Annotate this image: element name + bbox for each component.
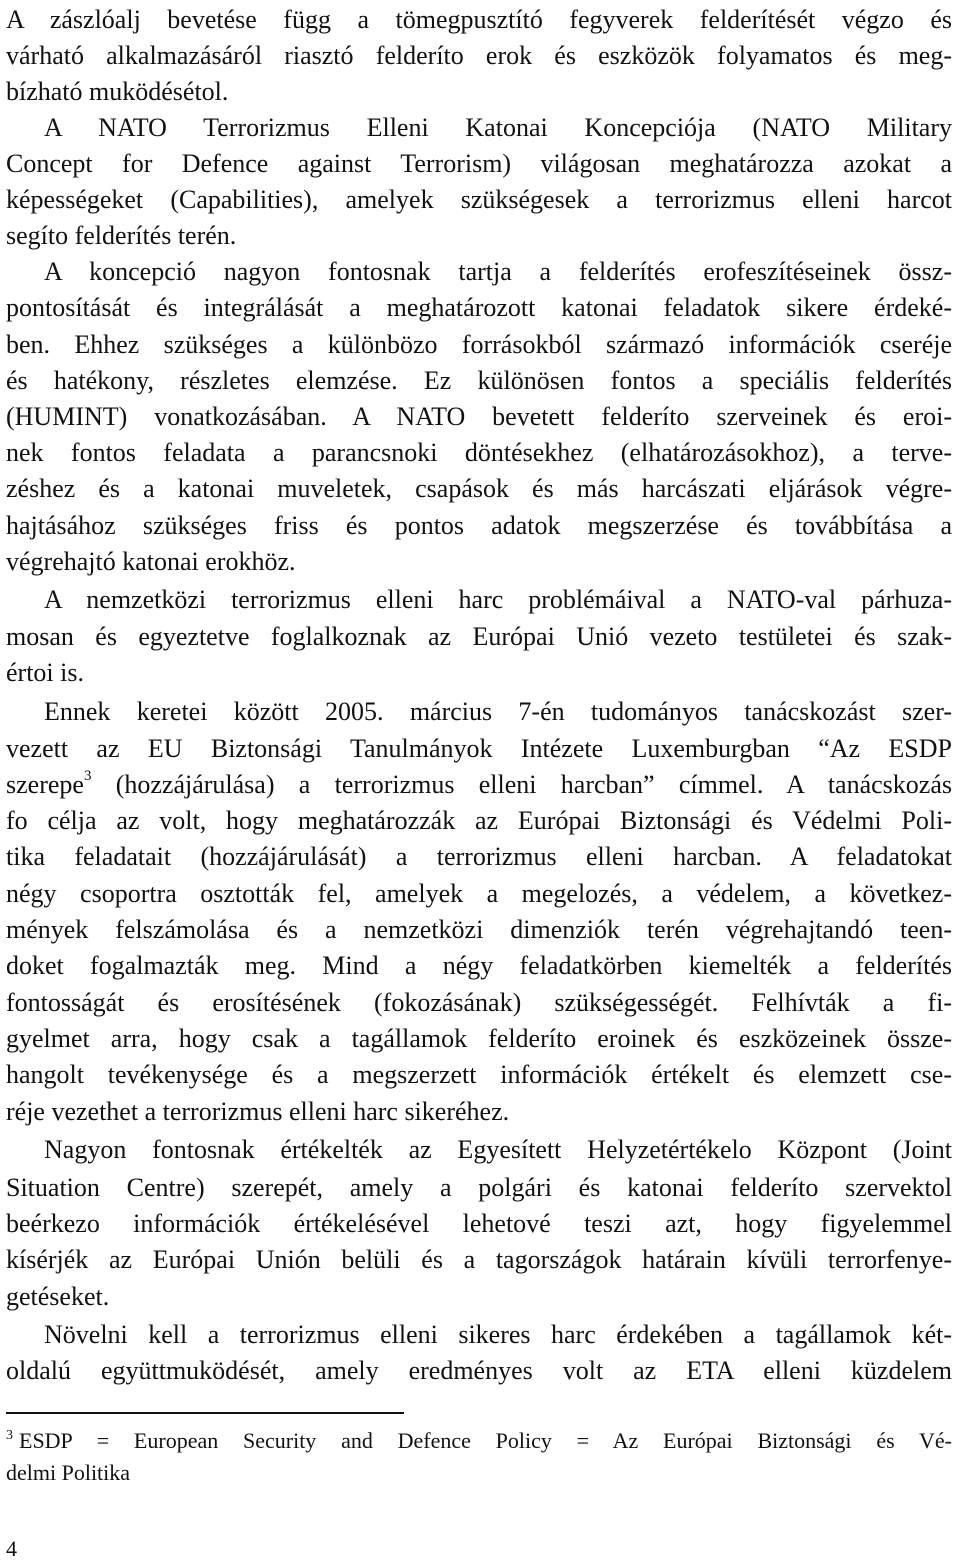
- text-line: segíto felderítés terén.: [6, 221, 237, 250]
- text-line: fo célja az volt, hogy meghatározzák az Európai Biztonsági és Védelmi Poli-: [6, 806, 952, 835]
- text-line: A nemzetközi terrorizmus elleni harc problémáival a NATO-val párhuza-: [44, 585, 952, 614]
- text-line: ben. Ehhez szükséges a különbözo forrásokból származó információk cseréje: [6, 330, 952, 359]
- text-line: várható alkalmazásáról riasztó felderíto erok és eszközök folyamatos és meg-: [6, 41, 952, 70]
- text-line: getéseket.: [6, 1282, 110, 1311]
- text-line: értoi is.: [6, 658, 84, 687]
- text-line: A zászlóalj bevetése függ a tömegpusztító fegyverek felderítését végzo és: [6, 5, 952, 34]
- text-line: kísérjék az Európai Unión belüli és a tagországok határain kívüli terrorfenye-: [6, 1245, 952, 1274]
- text-line: gyelmet arra, hogy csak a tagállamok felderíto eroinek és eszközeinek össze-: [6, 1024, 952, 1053]
- text-line: nek fontos feladata a parancsnoki döntésekhez (elhatározásokhoz), a terve-: [6, 438, 952, 467]
- text-line: végrehajtó katonai erokhöz.: [6, 547, 296, 576]
- text-line: mények felszámolása és a nemzetközi dimenziók terén végrehajtandó teen-: [6, 915, 952, 944]
- footnote-mark: 3: [6, 1428, 13, 1443]
- text-line: tika feladatait (hozzájárulását) a terrorizmus elleni harcban. A feladatokat: [6, 842, 952, 871]
- footnote-line: delmi Politika: [6, 1460, 131, 1485]
- text-line: vezett az EU Biztonsági Tanulmányok Intézete Luxemburgban “Az ESDP: [6, 734, 952, 763]
- footnote-line: [6, 1426, 952, 1456]
- page-number: 4: [6, 1536, 17, 1561]
- footnote-reference: 3: [83, 768, 92, 785]
- text-line: hangolt tevékenysége és a megszerzett információk értékelt és elemzett cse-: [6, 1060, 952, 1089]
- text-line: négy csoportra osztották fel, amelyek a megelozés, a védelem, a következ-: [6, 879, 952, 908]
- text-line: (HUMINT) vonatkozásában. A NATO bevetett felderíto szerveinek és eroi-: [6, 402, 952, 431]
- text-line: A NATO Terrorizmus Elleni Katonai Koncepciója (NATO Military: [44, 113, 952, 142]
- footnote-divider: [6, 1412, 404, 1414]
- text-line: Situation Centre) szerepét, amely a polgári és katonai felderíto szervektol: [6, 1173, 952, 1202]
- text-line: oldalú együttmuködését, amely eredményes volt az ETA elleni küzdelem: [6, 1356, 952, 1385]
- text-line: Növelni kell a terrorizmus elleni sikeres harc érdekében a tagállamok két-: [44, 1320, 952, 1349]
- text-line: mosan és egyeztetve foglalkoznak az Európai Unió vezeto testületei és szak-: [6, 622, 952, 651]
- text-line: pontosítását és integrálását a meghatározott katonai feladatok sikere érdeké-: [6, 293, 952, 322]
- text-line: Concept for Defence against Terrorism) világosan meghatározza azokat a: [6, 149, 952, 178]
- text-line: hajtásához szükséges friss és pontos adatok megszerzése és továbbítása a: [6, 511, 952, 540]
- text-line: réje vezethet a terrorizmus elleni harc sikeréhez.: [6, 1097, 510, 1126]
- text-line: doket fogalmazták meg. Mind a négy feladatkörben kiemelték a felderítés: [6, 951, 952, 980]
- text-fragment: (hozzájárulása) a terrorizmus elleni harcban” címmel. A tanácskozás: [91, 770, 952, 799]
- text-line: Nagyon fontosnak értékelték az Egyesített Helyzetértékelo Központ (Joint: [44, 1135, 952, 1164]
- text-line: képességeket (Capabilities), amelyek szükségesek a terrorizmus elleni harcot: [6, 185, 952, 214]
- footnote-text: ESDP = European Security and Defence Policy = Az Európai Biztonsági és Vé-: [19, 1428, 952, 1453]
- text-line: Ennek keretei között 2005. március 7-én tudományos tanácskozást szer-: [44, 697, 952, 726]
- text-line: [6, 767, 952, 803]
- text-line: és hatékony, részletes elemzése. Ez különösen fontos a speciális felderítés: [6, 366, 952, 395]
- text-line: fontosságát és erosítésének (fokozásának) szükségességét. Felhívták a fi-: [6, 988, 952, 1017]
- text-line: A koncepció nagyon fontosnak tartja a felderítés erofeszítéseinek össz-: [44, 257, 952, 286]
- text-fragment: szerepe: [6, 770, 84, 799]
- text-line: bízható muködésétol.: [6, 77, 229, 106]
- text-line: beérkezo információk értékelésével lehetové teszi azt, hogy figyelemmel: [6, 1209, 952, 1238]
- text-line: zéshez és a katonai muveletek, csapások és más harcászati eljárások végre-: [6, 474, 952, 503]
